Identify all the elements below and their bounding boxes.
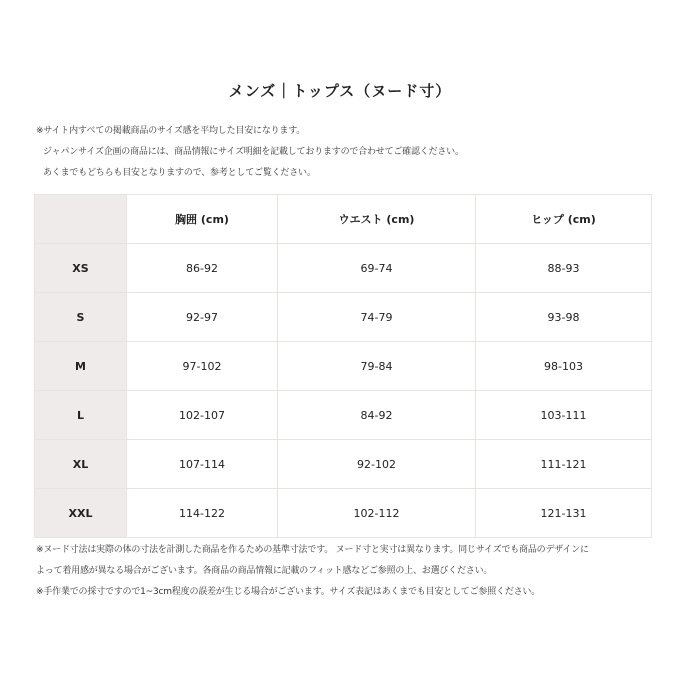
waist-value: 79-84 bbox=[278, 342, 476, 391]
hip-value: 111-121 bbox=[476, 440, 652, 489]
note-top-line: ※サイト内すべての掲載商品のサイズ感を平均した目安になります。 bbox=[36, 126, 306, 136]
header-corner-cell bbox=[35, 195, 127, 244]
chest-value: 97-102 bbox=[127, 342, 278, 391]
hip-value: 98-103 bbox=[476, 342, 652, 391]
hip-value: 88-93 bbox=[476, 244, 652, 293]
size-label: S bbox=[35, 293, 127, 342]
chest-value: 114-122 bbox=[127, 489, 278, 538]
table-row bbox=[35, 440, 652, 489]
table-row bbox=[35, 489, 652, 538]
table-header-row bbox=[35, 195, 652, 244]
table-row bbox=[35, 391, 652, 440]
note-bottom-line: ※手作業での採寸ですので1~3cm程度の誤差が生じる場合がございます。サイズ表記はあくまでも目安としてご参照ください。 bbox=[36, 587, 541, 597]
table-row bbox=[35, 244, 652, 293]
chest-value: 86-92 bbox=[127, 244, 278, 293]
table-row bbox=[35, 342, 652, 391]
waist-value: 102-112 bbox=[278, 489, 476, 538]
hip-value: 103-111 bbox=[476, 391, 652, 440]
size-label: L bbox=[35, 391, 127, 440]
table-row bbox=[35, 293, 652, 342]
size-label: M bbox=[35, 342, 127, 391]
hip-value: 121-131 bbox=[476, 489, 652, 538]
note-bottom-line: よって着用感が異なる場合がございます。各商品の商品情報に記載のフィット感などご参照の上、お選びください。 bbox=[36, 566, 493, 576]
size-label: XXL bbox=[35, 489, 127, 538]
page-title: メンズ｜トップス（ヌード寸） bbox=[228, 82, 452, 100]
waist-value: 69-74 bbox=[278, 244, 476, 293]
chest-value: 102-107 bbox=[127, 391, 278, 440]
hip-value: 93-98 bbox=[476, 293, 652, 342]
header-chest: 胸囲 (cm) bbox=[127, 195, 278, 244]
size-label: XL bbox=[35, 440, 127, 489]
waist-value: 84-92 bbox=[278, 391, 476, 440]
waist-value: 92-102 bbox=[278, 440, 476, 489]
chest-value: 107-114 bbox=[127, 440, 278, 489]
waist-value: 74-79 bbox=[278, 293, 476, 342]
header-waist: ウエスト (cm) bbox=[278, 195, 476, 244]
note-bottom-line: ※ヌード寸法は実際の体の寸法を計測した商品を作るための基準寸法です。 ヌード寸と実寸は異なります。同じサイズでも商品のデザインに bbox=[36, 545, 589, 555]
note-top-line: ジャパンサイズ企画の商品には、商品情報にサイズ明細を記載しておりますので合わせてご確認ください。 bbox=[43, 147, 464, 157]
size-table bbox=[34, 194, 652, 538]
header-hip: ヒップ (cm) bbox=[476, 195, 652, 244]
chest-value: 92-97 bbox=[127, 293, 278, 342]
note-top-line: あくまでもどちらも目安となりますので、参考としてご覧ください。 bbox=[43, 168, 316, 178]
size-label: XS bbox=[35, 244, 127, 293]
